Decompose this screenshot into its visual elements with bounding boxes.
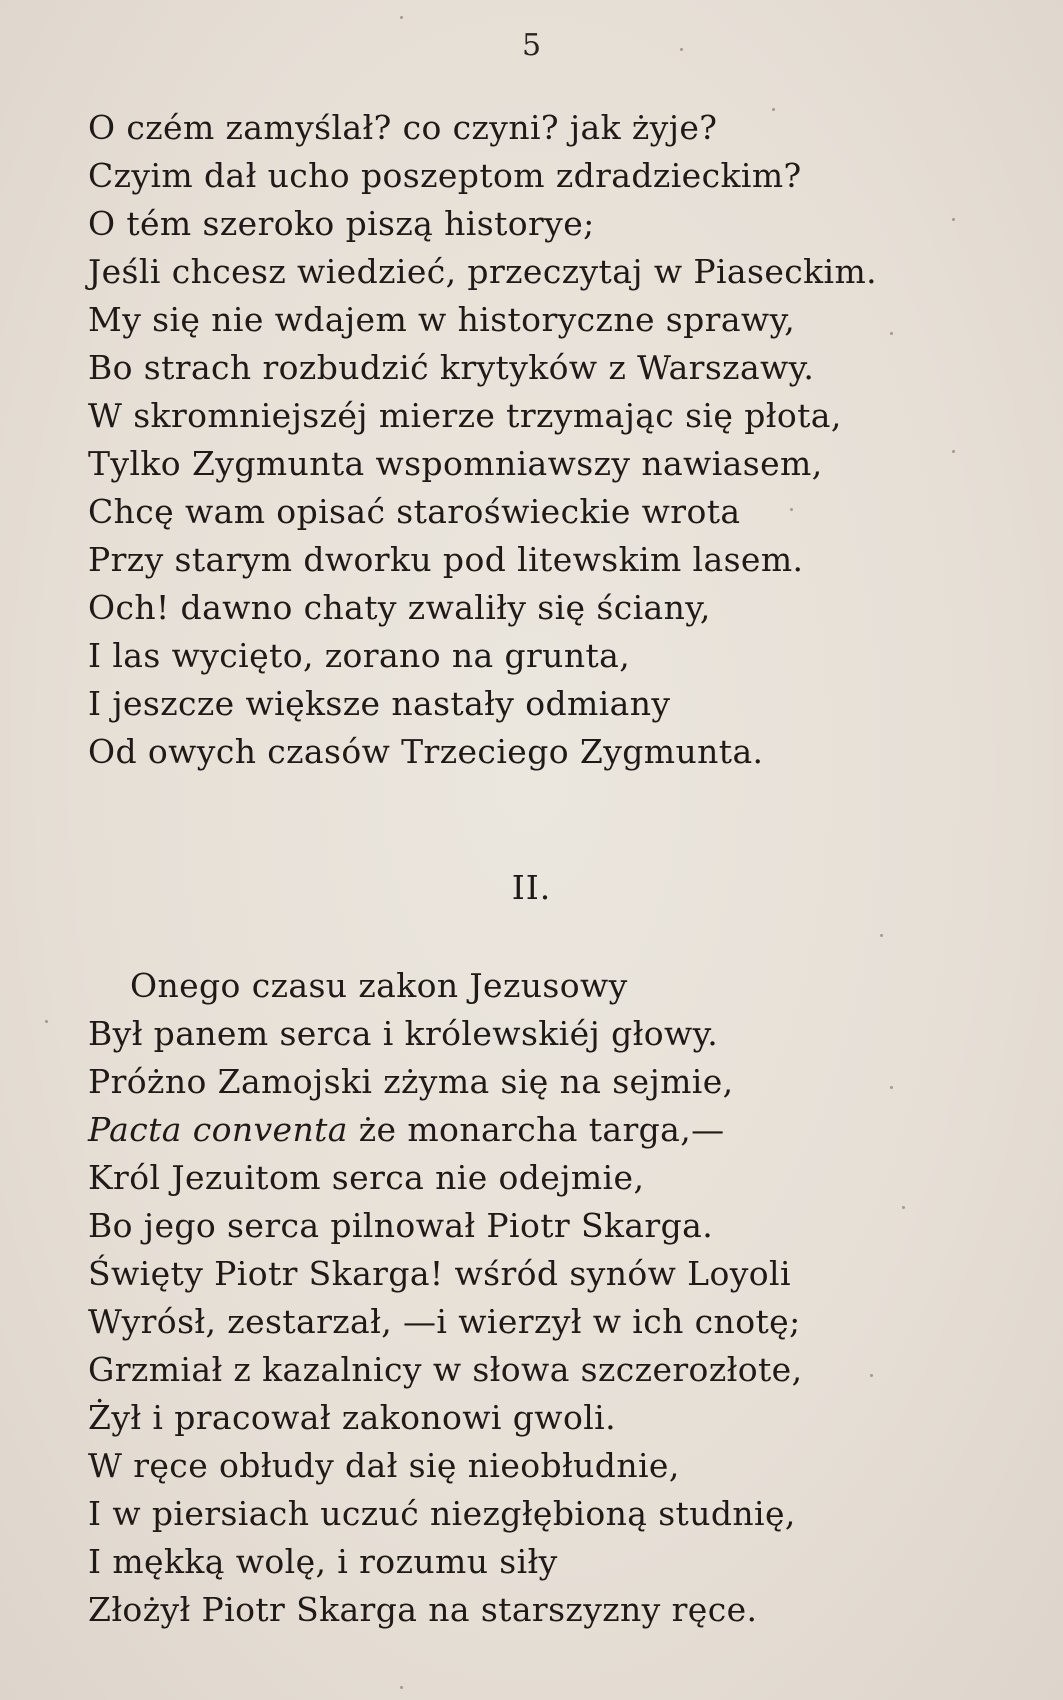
paper-speck <box>890 1086 893 1089</box>
verse-line: Od owych czasów Trzeciego Zygmunta. <box>88 732 764 771</box>
paper-speck <box>400 1686 403 1689</box>
verse-line: Król Jezuitom serca nie odejmie, <box>88 1158 645 1197</box>
verse-line: Wyrósł, zestarzał, —i wierzył w ich cnotę; <box>88 1302 801 1341</box>
stanza-one <box>88 104 988 776</box>
verse-line: Grzmiał z kazalnicy w słowa szczerozłote, <box>88 1350 803 1389</box>
latin-phrase: Pacta conventa <box>88 1110 348 1149</box>
verse-line: I w piersiach uczuć niezgłębioną studnię, <box>88 1494 796 1533</box>
verse-line: I las wycięto, zorano na grunta, <box>88 636 631 675</box>
page-number: 5 <box>521 28 542 63</box>
verse-line: W skromniejszéj mierze trzymając się płota, <box>88 396 842 435</box>
verse-line: Bo jego serca pilnował Piotr Skarga. <box>88 1206 714 1245</box>
paper-speck <box>680 48 683 51</box>
paper-speck <box>890 332 893 335</box>
verse-line: O tém szeroko piszą historye; <box>88 204 595 243</box>
verse-line-tail: że monarcha targa,— <box>347 1110 725 1149</box>
verse-line: Onego czasu zakon Jezusowy <box>130 966 628 1005</box>
paper-speck <box>952 218 955 221</box>
paper-speck <box>952 450 955 453</box>
verse-line: Jeśli chcesz wiedzieć, przeczytaj w Piaseckim. <box>88 252 878 291</box>
verse-line: Próżno Zamojski zżyma się na sejmie, <box>88 1062 734 1101</box>
verse-line: Bo strach rozbudzić krytyków z Warszawy. <box>88 348 815 387</box>
paper-speck <box>790 508 793 511</box>
verse-line-mixed <box>88 1106 988 1154</box>
verse-line: Czyim dał ucho poszeptom zdradzieckim? <box>88 156 802 195</box>
paper-speck <box>772 108 775 111</box>
verse-line: Święty Piotr Skarga! wśród synów Loyoli <box>88 1254 791 1293</box>
verse-line: Chcę wam opisać staroświeckie wrota <box>88 492 741 531</box>
verse-line: My się nie wdajem w historyczne sprawy, <box>88 300 796 339</box>
verse-line: Żył i pracował zakonowi gwoli. <box>88 1398 617 1437</box>
paper-speck <box>870 1374 873 1377</box>
verse-line: Był panem serca i królewskiéj głowy. <box>88 1014 719 1053</box>
verse-line: W ręce obłudy dał się nieobłudnie, <box>88 1446 680 1485</box>
paper-speck <box>400 16 403 19</box>
verse-line: O czém zamyślał? co czyni? jak żyje? <box>88 108 718 147</box>
verse-line: I mękką wolę, i rozumu siły <box>88 1542 558 1581</box>
section-heading: II. <box>511 868 552 907</box>
paper-speck <box>45 1020 48 1023</box>
verse-line: Przy starym dworku pod litewskim lasem. <box>88 540 804 579</box>
verse-line: Złożył Piotr Skarga na starszyzny ręce. <box>88 1590 758 1629</box>
verse-line: I jeszcze większe nastały odmiany <box>88 684 671 723</box>
verse-line: Tylko Zygmunta wspomniawszy nawiasem, <box>88 444 823 483</box>
verse-line: Och! dawno chaty zwaliły się ściany, <box>88 588 711 627</box>
stanza-two <box>88 962 988 1634</box>
paper-speck <box>880 934 883 937</box>
paper-speck <box>902 1206 905 1209</box>
